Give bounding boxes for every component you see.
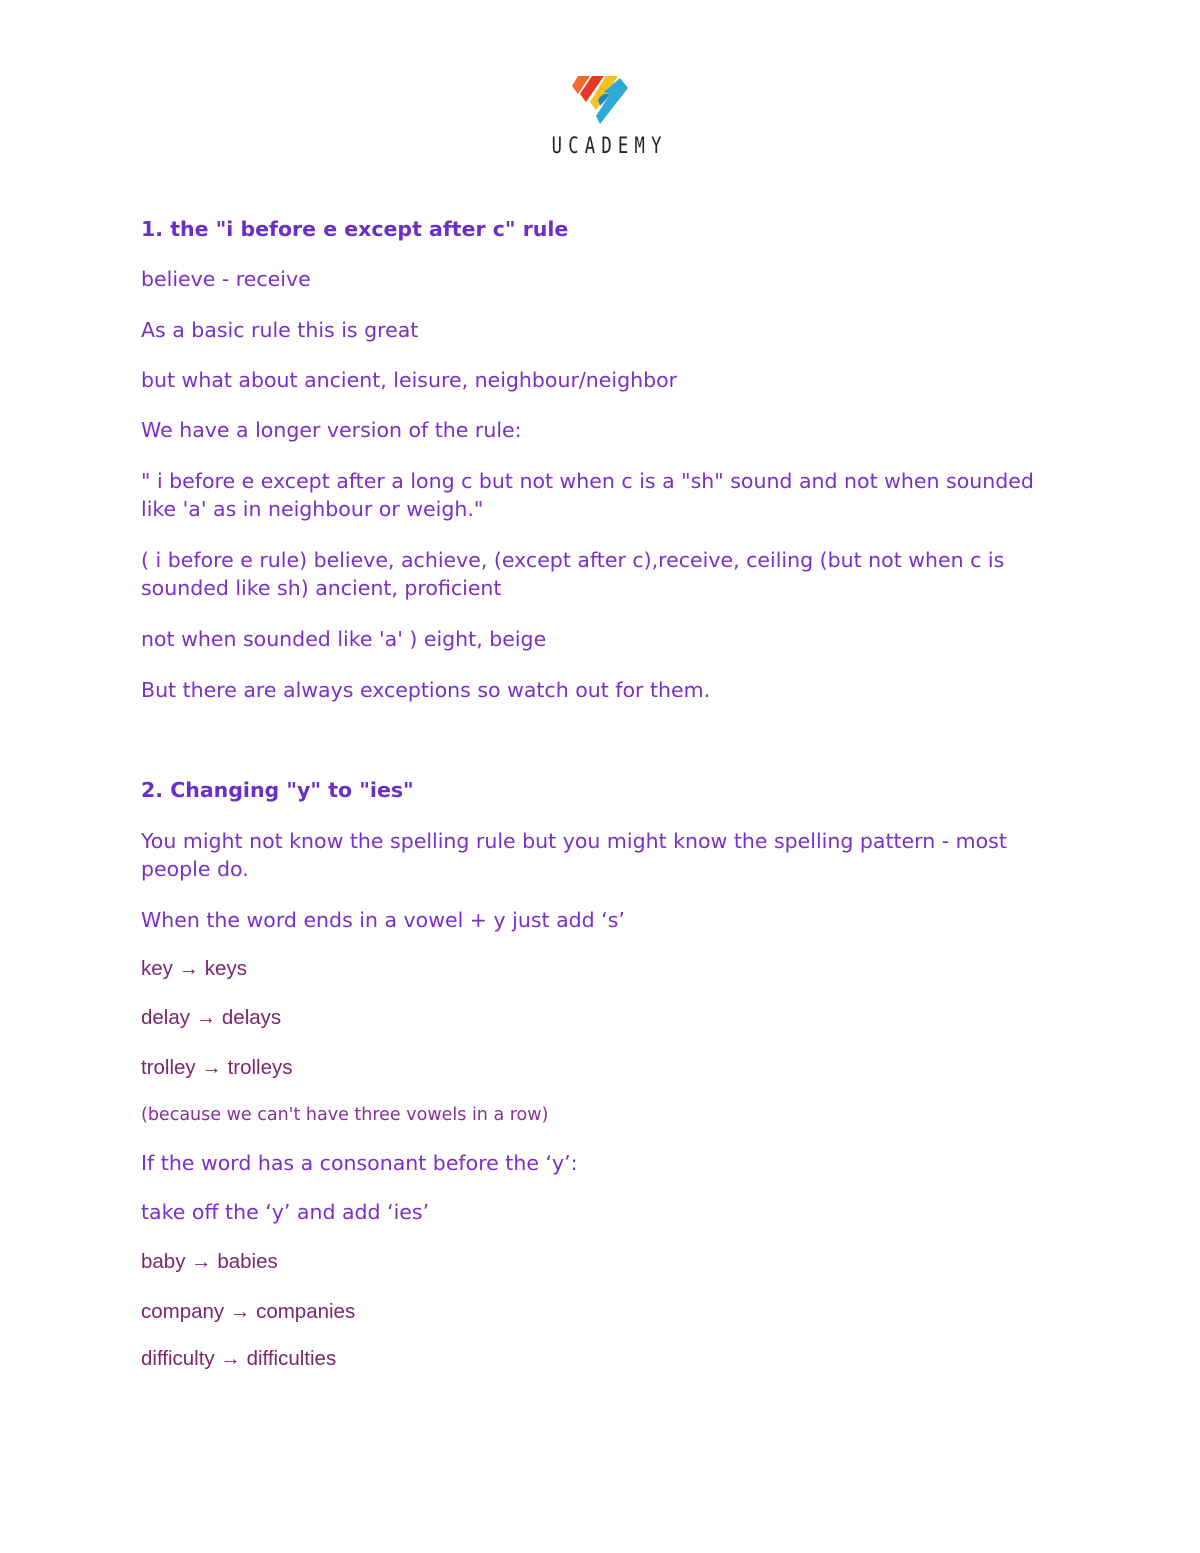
section-2-heading: 2. Changing "y" to "ies" [141,778,414,802]
consonant-action: take off the ‘y’ and add ‘ies’ [141,1200,430,1224]
consonant-rule: If the word has a consonant before the ‘y’: [141,1151,578,1175]
section-2-intro-line: You might not know the spelling rule but you might know the spelling pattern - most [141,829,1007,853]
section-1-line: ( i before e rule) believe, achieve, (except after c),receive, ceiling (but not when c is [141,548,1005,572]
section-1-heading: 1. the "i before e except after c" rule [141,217,569,241]
section-1-line: not when sounded like 'a' ) eight, beige [141,627,547,651]
vowel-rule: When the word ends in a vowel + y just add ‘s’ [141,908,625,932]
section-1-line: But there are always exceptions so watch out for them. [141,678,711,702]
section-1-line: but what about ancient, leisure, neighbour/neighbor [141,368,678,392]
section-1-line: " i before e except after a long c but not when c is a "sh" sound and not when sounded [141,469,1034,493]
section-1-line: As a basic rule this is great [141,318,419,342]
ucademy-logo [538,68,668,168]
section-1-line: like 'a' as in neighbour or weigh." [141,497,484,521]
example-line: company → companies [141,1300,356,1323]
section-1-line: sounded like sh) ancient, proficient [141,576,502,600]
section-1-line: We have a longer version of the rule: [141,418,522,442]
ucademy-logo-mark [570,70,630,128]
example-line: difficulty → difficulties [141,1347,337,1370]
example-line: key → keys [141,957,247,980]
example-line: trolley → trolleys [141,1056,293,1079]
section-1-line: believe - receive [141,267,311,291]
vowel-note: (because we can't have three vowels in a row) [141,1105,549,1125]
example-line: baby → babies [141,1250,278,1273]
section-2-intro-line: people do. [141,857,249,881]
example-line: delay → delays [141,1006,282,1029]
ucademy-wordmark: UCADEMY [551,134,668,159]
